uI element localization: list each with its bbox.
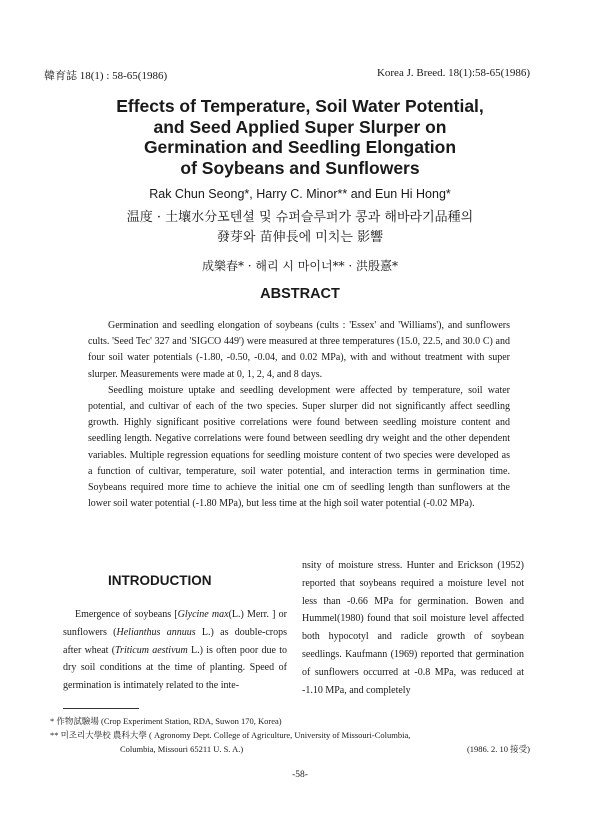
- journal-citation-english: Korea J. Breed. 18(1):58-65(1986): [376, 67, 530, 79]
- introduction-paragraph: [63, 606, 287, 695]
- footnote-divider: [63, 708, 139, 709]
- text-run: L.) is often poor due to dry soil conditions at the time of planting. Speed of germination is intimately related to the inte-: [63, 644, 287, 692]
- title-line: of Soybeans and Sunflowers: [180, 157, 420, 178]
- text-run: (L.) Merr. ] or sunflowers (: [63, 609, 287, 638]
- species-name: Helianthus annuus: [116, 626, 196, 638]
- abstract-paragraph: Germination and seedling elongation of soybeans (cults : 'Essex' and 'Williams'), and sunflowers cults. 'Seed Tec' 327 and 'SIGCO 449') were measured at three temperatures (15.0, 22.5, and 30.0 C) and four soil water potentials (-1.80, -0.50, -0.04, and 0.02 MPa), with and without treatment with super slurper. Measurements were made at 0, 1, 2, 4, and 8 days.: [88, 320, 510, 380]
- abstract-heading: ABSTRACT: [260, 286, 340, 302]
- korean-title-line: 温度 · 土壤水分포텐셜 및 슈퍼슬루퍼가 콩과 해바라기品種의: [126, 210, 474, 225]
- korean-author-list: 成樂春* · 해리 시 마이너** · 洪殷憙*: [201, 259, 399, 273]
- introduction-paragraph-continued: nsity of moisture stress. Hunter and Erickson (1952) reported that soybeans required a moisture level not less than -0.66 MPa for germination. Bowen and Hummel(1980) found that soil moisture level affected both hypocotyl and radicle growth of soybean seedlings. Kaufmann (1969) reported that germination of sunflowers occurred at -0.8 MPa, was reduced at -1.10 MPa, and completely: [302, 560, 524, 696]
- title-line: Germination and Seedling Elongation: [143, 137, 457, 157]
- species-name: Triticum aestivum: [115, 644, 188, 656]
- footnote-address: Columbia, Missouri 65211 U. S. A.): [120, 744, 244, 754]
- introduction-right-column: [302, 557, 524, 699]
- title-line: Effects of Temperature, Soil Water Potential,: [116, 96, 484, 116]
- footnote-affiliation-1: * 作物試驗場 (Crop Experiment Station, RDA, Suwon 170, Korea): [50, 716, 282, 726]
- text-run: Emergence of soybeans [: [75, 609, 178, 620]
- text-run: L.) as double-crops after wheat (: [63, 626, 287, 656]
- footnotes: [50, 714, 530, 756]
- korean-title: [0, 208, 600, 248]
- abstract-body: [88, 318, 510, 512]
- author-list: Rak Chun Seong*, Harry C. Minor** and Eun Hi Hong*: [149, 187, 451, 201]
- page-number: -58-: [292, 770, 308, 780]
- footnote-affiliation-2-cont: [50, 742, 530, 756]
- korean-title-line: 發芽와 苗伸長에 미치는 影響: [216, 230, 384, 245]
- footnote-affiliation-2: ** 미조리大學校 農科大學 ( Agronomy Dept. College of Agriculture, University of Missouri-Columbia,: [50, 730, 411, 740]
- received-date: (1986. 2. 10 接受): [466, 744, 530, 754]
- species-name: Glycine max: [177, 609, 229, 620]
- title-line: and Seed Applied Super Slurper on: [153, 116, 447, 137]
- introduction-heading: INTRODUCTION: [108, 573, 212, 588]
- abstract-paragraph: Seedling moisture uptake and seedling development were affected by temperature, soil water potential, and cultivar of each of the two species. Super slurper did not significantly affect seedling growth. Highly significant positive correlations were found between seedling moisture content and seedling length. Negative correlations were found between seedling dry weight and the other dependent variables. Multiple regression equations for seedling moisture content of two species were developed as a function of cultivar, temperature, soil water potential, and interaction terms in germination time. Soybeans required more time to achieve the initial one cm of seedling length than sunflowers at the lower soil water potential (-1.80 MPa), but less time at the high soil water potential (-0.02 MPa).: [88, 384, 510, 510]
- journal-citation-korean: 韓育誌 18(1) : 58-65(1986): [44, 70, 168, 82]
- paper-title: [0, 96, 600, 178]
- introduction-left-column: [63, 606, 287, 695]
